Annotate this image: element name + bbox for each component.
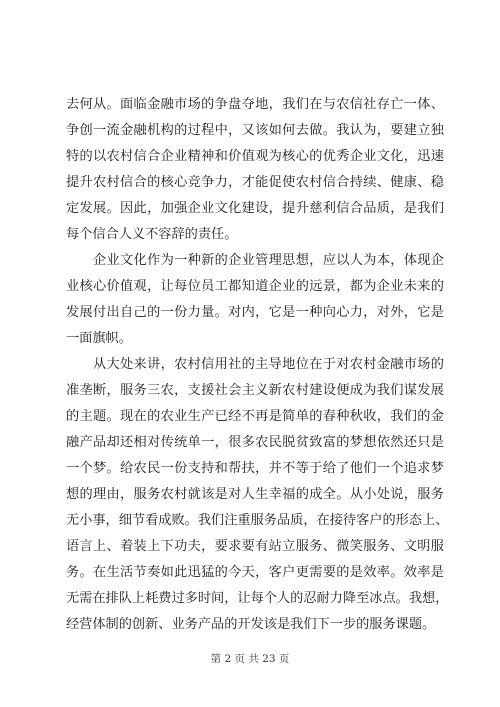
text-line: 企业文化作为一种新的企业管理思想，应以人为本，体现企 bbox=[66, 253, 444, 268]
text-line: 发展付出自己的一份力量。对内，它是一种向心力，对外，它是 bbox=[66, 305, 444, 320]
text-line: 一个梦。给农民一份支持和帮扶，并不等于给了他们一个追求梦 bbox=[66, 461, 444, 476]
text-line: 准垄断，服务三农，支援社会主义新农村建设便成为我们谋发展 bbox=[66, 383, 444, 398]
text-line: 一面旗帜。 bbox=[66, 331, 132, 346]
text-line: 特的以农村信合企业精神和价值观为核心的优秀企业文化，迅速 bbox=[66, 149, 444, 164]
text-line: 无小事，细节看成败。我们注重服务品质，在接待客户的形态上、 bbox=[66, 513, 449, 528]
text-line: 每个信合人义不容辞的责任。 bbox=[66, 227, 238, 242]
page-footer: 第 2 页 共 23 页 bbox=[210, 653, 290, 665]
text-line: 提升农村信合的核心竞争力，才能促使农村信合持续、健康、稳 bbox=[66, 175, 444, 190]
text-line: 融产品却还相对传统单一，很多农民脱贫致富的梦想依然还只是 bbox=[66, 435, 444, 450]
text-line: 争创一流金融机构的过程中，又该如何去做。我认为，要建立独 bbox=[66, 123, 444, 138]
text-line: 去何从。面临金融市场的争盘夺地，我们在与农信社存亡一体、 bbox=[66, 97, 444, 112]
body-text bbox=[66, 92, 449, 638]
text-line: 语言上、着装上下功夫，要求要有站立服务、微笑服务、文明服 bbox=[66, 539, 444, 554]
text-line: 想的理由，服务农村就该是对人生幸福的成全。从小处说，服务 bbox=[66, 487, 444, 502]
text-line: 无需在排队上耗费过多时间，让每个人的忍耐力降至冰点。我想， bbox=[66, 591, 449, 606]
text-line: 定发展。因此，加强企业文化建设，提升慈利信合品质，是我们 bbox=[66, 201, 444, 216]
text-line: 从大处来讲，农村信用社的主导地位在于对农村金融市场的 bbox=[66, 357, 444, 372]
text-line: 务。在生活节奏如此迅猛的今天，客户更需要的是效率。效率是 bbox=[66, 565, 444, 580]
text-line: 的主题。现在的农业生产已经不再是简单的春种秋收，我们的金 bbox=[66, 409, 444, 424]
text-line: 业核心价值观，让每位员工都知道企业的远景，都为企业未来的 bbox=[66, 279, 444, 294]
text-line: 经营体制的创新、业务产品的开发该是我们下一步的服务课题。 bbox=[66, 617, 436, 632]
